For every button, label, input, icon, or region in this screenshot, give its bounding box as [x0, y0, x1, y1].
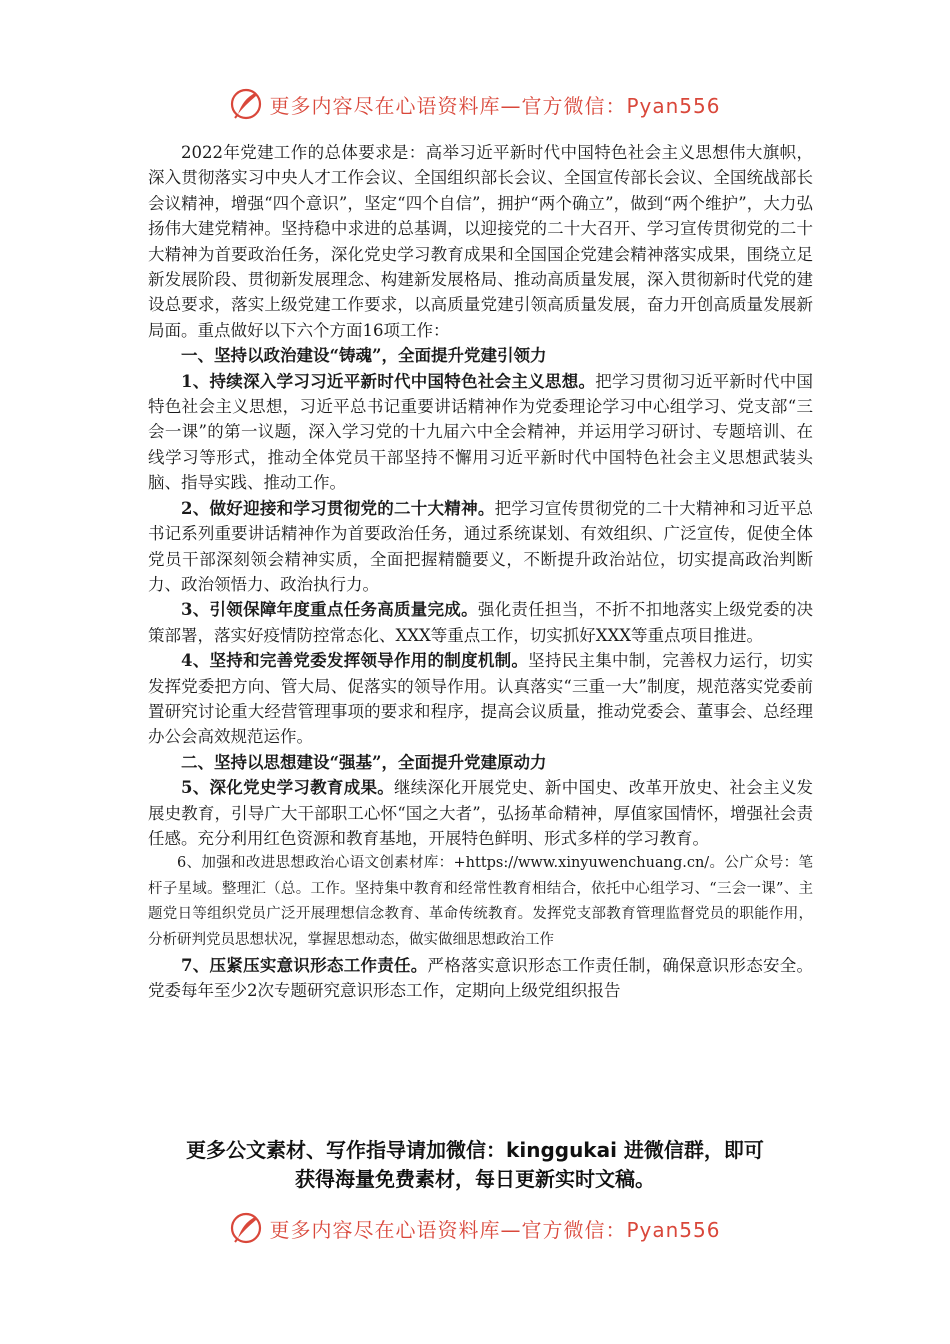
promo-line-2: 获得海量免费素材，每日更新实时文稿。 [295, 1167, 655, 1191]
section-heading-1: 一、坚持以政治建设“铸魂”，全面提升党建引领力 [181, 346, 547, 366]
item-paragraph-3: 3、引领保障年度重点任务高质量完成。强化责任担当，不折不扣地落实上级党委的决策部署，落实好疫情防控常态化、XXX等重点工作，切实抓好XXX等重点项目推进。 [148, 600, 814, 645]
document-body [148, 140, 813, 1004]
item-paragraph-4: 4、坚持和完善党委发挥领导作用的制度机制。坚持民主集中制，完善权力运行，切实发挥党委把方向、管大局、促落实的领导作用。认真落实“三重一大”制度，规范落实党委前置研究讨论重大经营管理事项的要求和程序，提高会议质量，推动党委会、董事会、总经理办公会高效规范运作。 [148, 651, 814, 747]
item-paragraph-1: 1、持续深入学习习近平新时代中国特色社会主义思想。把学习贯彻习近平新时代中国特色社会主义思想，习近平总书记重要讲话精神作为党委理论学习中心组学习、党支部“三会一课”的第一议题，深入学习党的十九届六中全会精神，并运用学习研讨、专题培训、在线学习等形式，推动全体党员干部坚持不懈用习近平新时代中国特色社会主义思想武装头脑、指导实践、推动工作。 [148, 371, 813, 493]
header-banner-text: 更多内容尽在心语资料库—官方微信：Pyan556 [269, 93, 721, 118]
quill-logo-icon [229, 1211, 263, 1245]
footer-banner [0, 1208, 950, 1248]
item-paragraph-6: 6、加强和改进思想政治心语文创素材库：+https://www.xinyuwenchuang.cn/。公广众号：笔杆子星域。整理汇（总。工作。坚持集中教育和经常性教育相结合，依托中心组学习、“三会一课”、主题党日等组织党员广泛开展理想信念教育、革命传统教育。发挥党支部教育管理监督党员的职能作用，分析研判党员思想状况，掌握思想动态，做实做细思想政治工作 [148, 855, 813, 948]
header-banner [0, 84, 950, 124]
promo-line-1: 更多公文素材、写作指导请加微信：kinggukai 进微信群，即可 [186, 1138, 764, 1162]
item-paragraph-2: 2、做好迎接和学习贯彻党的二十大精神。把学习宣传贯彻党的二十大精神和习近平总书记系列重要讲话精神作为首要政治任务，通过系统谋划、有效组织、广泛宣传，促使全体党员干部深刻领会精神实质，全面把握精髓要义，不断提升政治站位，切实提高政治判断力、政治领悟力、政治执行力。 [148, 498, 813, 594]
intro-paragraph: 2022年党建工作的总体要求是：高举习近平新时代中国特色社会主义思想伟大旗帜，深入贯彻落实习中央人才工作会议、全国组织部长会议、全国宣传部长会议、全国统战部长会议精神，增强“四个意识”，坚定“四个自信”，拥护“两个确立”，做到“两个维护”，大力弘扬伟大建党精神。坚持稳中求进的总基调，以迎接党的二十大召开、学习宣传贯彻党的二十大精神为首要政治任务，深化党史学习教育成果和全国国企党建会精神落实成果，围绕立足新发展阶段、贯彻新发展理念、构建新发展格局、推动高质量发展，深入贯彻新时代党的建设总要求，落实上级党建工作要求，以高质量党建引领高质量发展，奋力开创高质量发展新局面。重点做好以下六个方面16项工作： [148, 143, 813, 340]
section-heading-2: 二、坚持以思想建设“强基”，全面提升党建原动力 [181, 752, 547, 772]
footer-banner-text: 更多内容尽在心语资料库—官方微信：Pyan556 [269, 1217, 721, 1242]
item-paragraph-5: 5、深化党史学习教育成果。继续深化开展党史、新中国史、改革开放史、社会主义发展史教育，引导广大干部职工心怀“国之大者”，弘扬革命精神，厚值家国情怀，增强社会责任感。充分利用红色资源和教育基地，开展特色鲜明、形式多样的学习教育。 [148, 778, 813, 848]
item-paragraph-7: 7、压紧压实意识形态工作责任。严格落实意识形态工作责任制，确保意识形态安全。党委每年至少2次专题研究意识形态工作，定期向上级党组织报告 [148, 956, 814, 1001]
quill-logo-icon [229, 87, 263, 121]
promo-notice [100, 1136, 850, 1194]
